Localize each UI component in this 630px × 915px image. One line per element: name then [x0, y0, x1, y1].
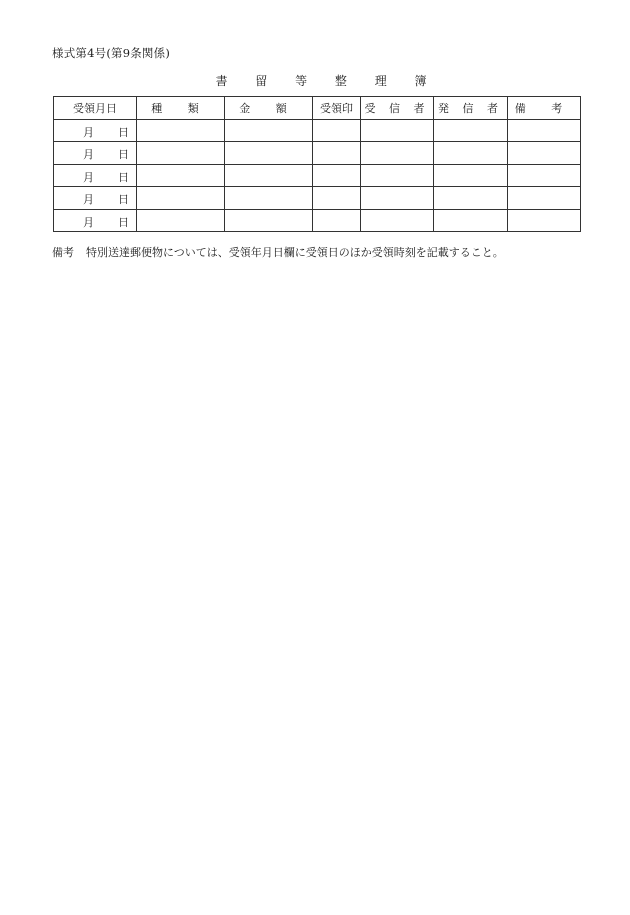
- header-sender: 発 信 者: [434, 97, 508, 120]
- month-label: 月: [83, 215, 94, 229]
- remarks-cell: [508, 164, 581, 187]
- received-date-cell: [54, 209, 137, 232]
- remarks-cell: [508, 119, 581, 142]
- header-received-date: 受領月日: [54, 97, 137, 120]
- receipt-seal-cell: [313, 209, 361, 232]
- amount-cell: [225, 187, 313, 210]
- header-remarks: 備 考: [508, 97, 581, 120]
- header-receipt-seal: 受領印: [313, 97, 361, 120]
- day-label: 日: [118, 125, 129, 139]
- form-number: 様式第4号(第9条関係): [52, 46, 171, 60]
- type-cell: [137, 209, 225, 232]
- footnote: [52, 244, 504, 260]
- type-cell: [137, 119, 225, 142]
- recipient-cell: [361, 164, 434, 187]
- receipt-seal-cell: [313, 164, 361, 187]
- type-cell: [137, 164, 225, 187]
- remarks-cell: [508, 209, 581, 232]
- day-label: 日: [118, 193, 129, 206]
- recipient-cell: [361, 119, 434, 142]
- footnote-text: 特別送達郵便物については、受領年月日欄に受領日のほか受領時刻を記載すること。: [86, 246, 504, 259]
- month-label: 月: [83, 148, 94, 161]
- table-row: [54, 187, 581, 210]
- receipt-seal-cell: [313, 187, 361, 210]
- remarks-cell: [508, 142, 581, 165]
- month-label: 月: [83, 193, 94, 206]
- register-table: [53, 96, 581, 232]
- day-label: 日: [118, 215, 129, 229]
- type-cell: [137, 142, 225, 165]
- table-row: [54, 119, 581, 142]
- amount-cell: [225, 164, 313, 187]
- amount-cell: [225, 119, 313, 142]
- sender-cell: [434, 119, 508, 142]
- sender-cell: [434, 187, 508, 210]
- sender-cell: [434, 142, 508, 165]
- amount-cell: [225, 142, 313, 165]
- header-type: 種 類: [137, 97, 225, 120]
- table-row: [54, 164, 581, 187]
- receipt-seal-cell: [313, 142, 361, 165]
- receipt-seal-cell: [313, 119, 361, 142]
- received-date-cell: [54, 187, 137, 210]
- sender-cell: [434, 209, 508, 232]
- sender-cell: [434, 164, 508, 187]
- recipient-cell: [361, 187, 434, 210]
- month-label: 月: [83, 125, 94, 139]
- recipient-cell: [361, 209, 434, 232]
- received-date-cell: [54, 164, 137, 187]
- header-recipient: 受 信 者: [361, 97, 434, 120]
- month-label: 月: [83, 170, 94, 184]
- day-label: 日: [118, 170, 129, 184]
- day-label: 日: [118, 148, 129, 161]
- footnote-label: 備考: [52, 246, 74, 259]
- recipient-cell: [361, 142, 434, 165]
- received-date-cell: [54, 119, 137, 142]
- amount-cell: [225, 209, 313, 232]
- received-date-cell: [54, 142, 137, 165]
- table-row: [54, 142, 581, 165]
- remarks-cell: [508, 187, 581, 210]
- table-header-row: [54, 97, 581, 120]
- header-amount: 金 額: [225, 97, 313, 120]
- table-row: [54, 209, 581, 232]
- type-cell: [137, 187, 225, 210]
- document-title: 書 留 等 整 理 簿: [215, 74, 439, 88]
